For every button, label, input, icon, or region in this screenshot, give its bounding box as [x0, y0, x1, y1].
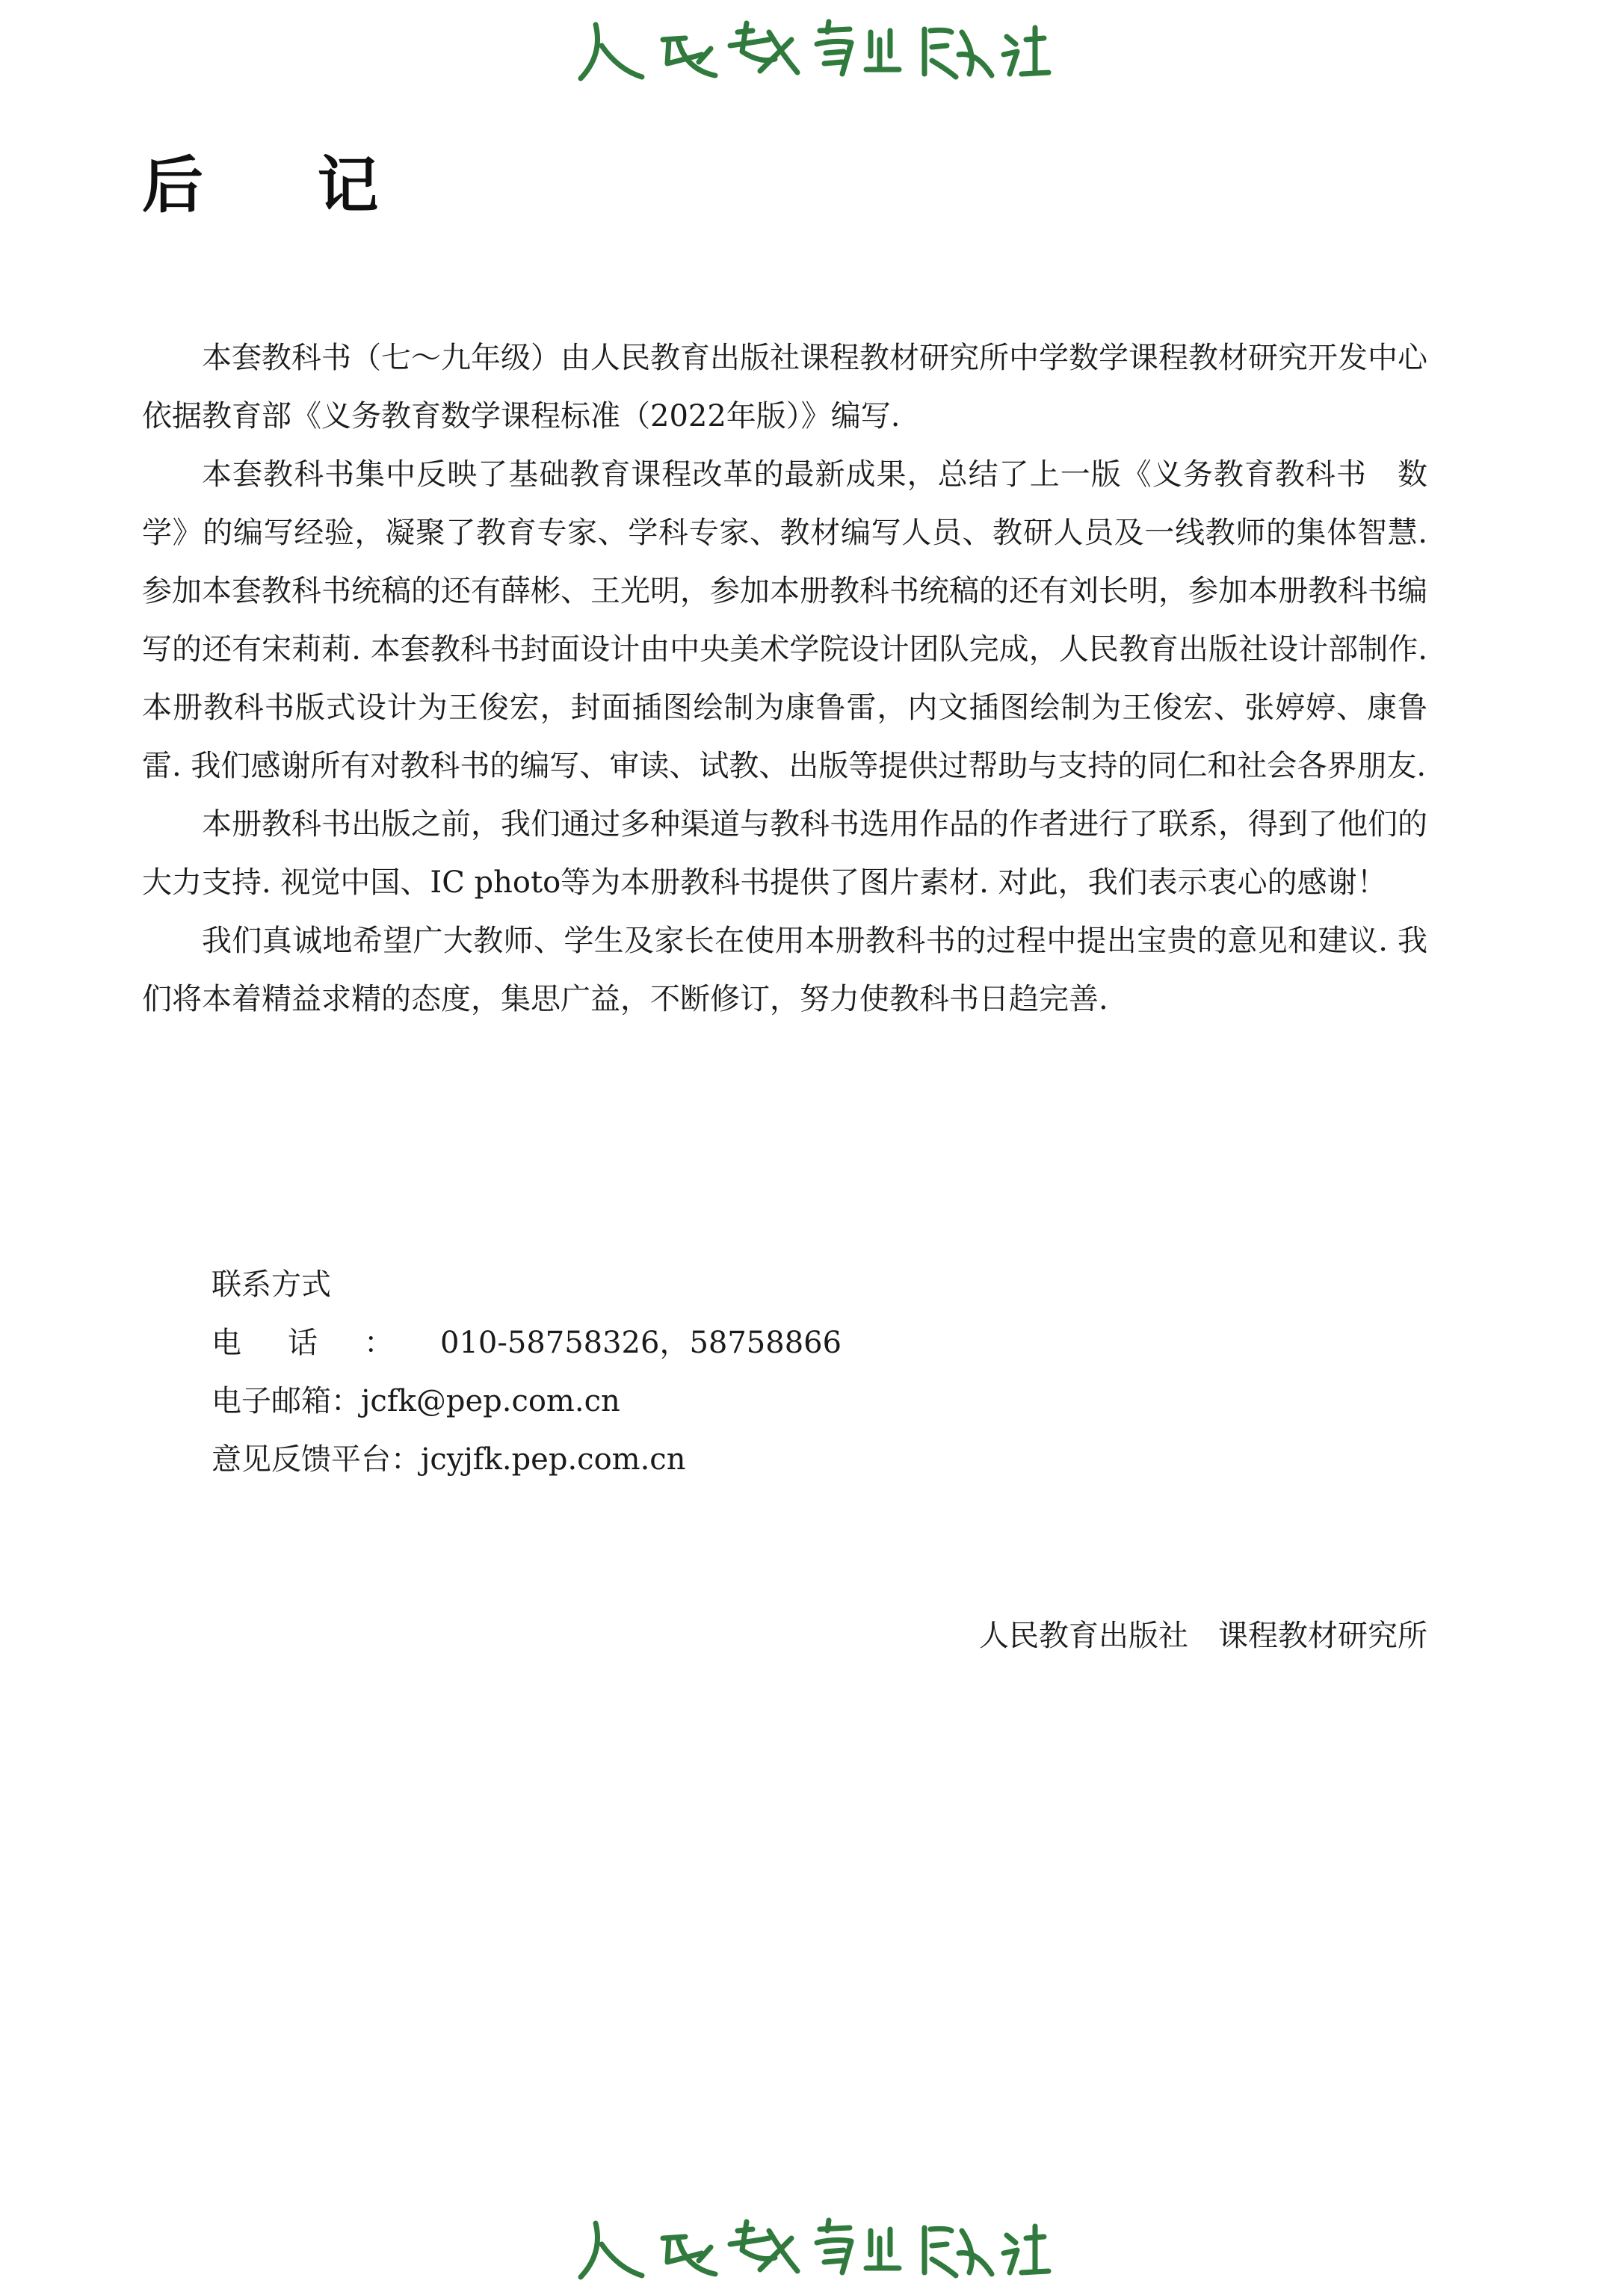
phone-value: 010-58758326，58758866 [440, 1326, 842, 1360]
phone-label: 电话： [212, 1326, 440, 1360]
page-title: 后 记 [142, 150, 425, 221]
contact-email-row [212, 1372, 842, 1430]
contact-info [212, 1255, 842, 1489]
contact-title: 联系方式 [212, 1267, 331, 1302]
paragraph-3: 本册教科书出版之前，我们通过多种渠道与教科书选用作品的作者进行了联系，得到了他们的大力支持. 视觉中国、IC photo等为本册教科书提供了图片素材. 对此，我们表示衷心的感谢！ [142, 807, 1427, 900]
contact-feedback-row [212, 1430, 842, 1489]
paragraph-2: 本套教科书集中反映了基础教育课程改革的最新成果，总结了上一版《义务教育教科书 数学》的编写经验，凝聚了教育专家、学科专家、教材编写人员、教研人员及一线教师的集体智慧. 参加本套教科书统稿的还有薛彬、王光明，参加本册教科书统稿的还有刘长明，参加本册教科书编写的还有宋莉莉. 本套教科书封面设计由中央美术学院设计团队完成，人民教育出版社设计部制作. 本册教科书版式设计为王俊宏，封面插图绘制为康鲁雷，内文插图绘制为王俊宏、张婷婷、康鲁雷. 我们感谢所有对教科书的编写、审读、试教、出版等提供过帮助与支持的同仁和社会各界朋友. [142, 457, 1427, 783]
paragraph-4: 我们真诚地希望广大教师、学生及家长在使用本册教科书的过程中提出宝贵的意见和建议. 我们将本着精益求精的态度，集思广益，不断修订，努力使教科书日趋完善. [142, 924, 1427, 1016]
publisher-logo-top [0, 6, 1624, 88]
signature [979, 1607, 1427, 1665]
signature-institute: 课程教材研究所 [1218, 1619, 1427, 1653]
publisher-logo-calligraphy [573, 2208, 1052, 2283]
feedback-value: jcyjfk.pep.com.cn [421, 1442, 686, 1477]
afterword-body [142, 329, 1427, 1028]
feedback-label: 意见反馈平台： [212, 1442, 421, 1477]
publisher-logo-bottom [0, 2205, 1624, 2287]
contact-phone-row [212, 1314, 842, 1372]
publisher-logo-calligraphy [573, 10, 1052, 84]
paragraph-1: 本套教科书（七～九年级）由人民教育出版社课程教材研究所中学数学课程教材研究开发中心依据教育部《义务教育数学课程标准（2022年版）》编写. [142, 341, 1427, 433]
signature-publisher: 人民教育出版社 [979, 1619, 1188, 1653]
email-value: jcfk@pep.com.cn [361, 1384, 620, 1418]
email-label: 电子邮箱： [212, 1384, 361, 1418]
